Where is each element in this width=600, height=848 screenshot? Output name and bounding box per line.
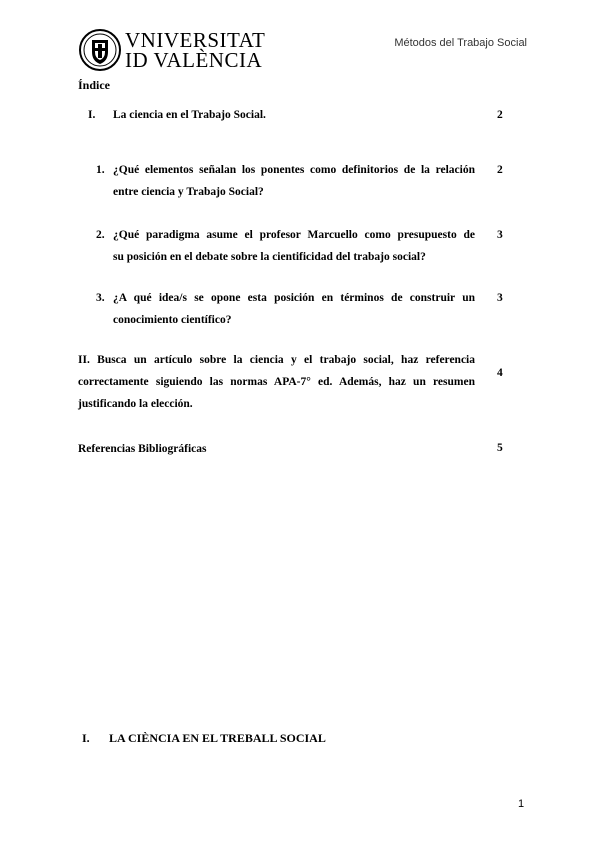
toc-entry1-page: 2 <box>497 109 503 121</box>
toc-sub3-page: 3 <box>497 292 503 304</box>
university-logo <box>78 28 266 72</box>
toc-sub2-page: 3 <box>497 229 503 241</box>
logo-text-line1: VNIVERSITAT <box>125 28 266 52</box>
toc-sub3-line1: ¿A qué idea/s se opone esta posición en términos de construir un <box>113 292 475 304</box>
index-heading: Índice <box>78 78 111 92</box>
logo-text-line2: ID VALÈNCIA <box>125 48 263 72</box>
toc-sub1-page: 2 <box>497 164 503 176</box>
toc-entry2-page: 4 <box>497 367 503 379</box>
university-seal-icon <box>78 28 122 72</box>
toc-entry1-number: I. <box>88 109 96 121</box>
section-number: I. <box>82 731 90 745</box>
toc-sub3-line2: conocimiento científico? <box>113 314 232 326</box>
toc-sub2-line1: ¿Qué paradigma asume el profesor Marcuello como presupuesto de <box>113 229 475 241</box>
toc-entry3-title: Referencias Bibliográficas <box>78 443 207 455</box>
toc-sub2-line2: su posición en el debate sobre la cientificidad del trabajo social? <box>113 251 426 263</box>
toc-entry1-title: La ciencia en el Trabajo Social. <box>113 109 266 121</box>
toc-sub2-number: 2. <box>96 229 105 241</box>
toc-sub1-line1: ¿Qué elementos señalan los ponentes como definitorios de la relación <box>113 164 475 176</box>
toc-sub1-line2: entre ciencia y Trabajo Social? <box>113 186 264 198</box>
toc-entry2-line2: correctamente siguiendo las normas APA-7° ed. Además, haz un resumen <box>78 376 475 388</box>
toc-entry2-line1: II. Busca un artículo sobre la ciencia y el trabajo social, haz referencia <box>78 354 475 366</box>
toc-entry2-line3: justificando la elección. <box>78 398 193 410</box>
page-number: 1 <box>518 798 525 810</box>
toc-sub3-number: 3. <box>96 292 105 304</box>
section-heading <box>82 731 326 746</box>
section-title: LA CIÈNCIA EN EL TREBALL SOCIAL <box>109 731 326 745</box>
toc-sub1-number: 1. <box>96 164 105 176</box>
toc-entry3-page: 5 <box>497 442 503 454</box>
header-course-title: Métodos del Trabajo Social <box>394 37 527 49</box>
